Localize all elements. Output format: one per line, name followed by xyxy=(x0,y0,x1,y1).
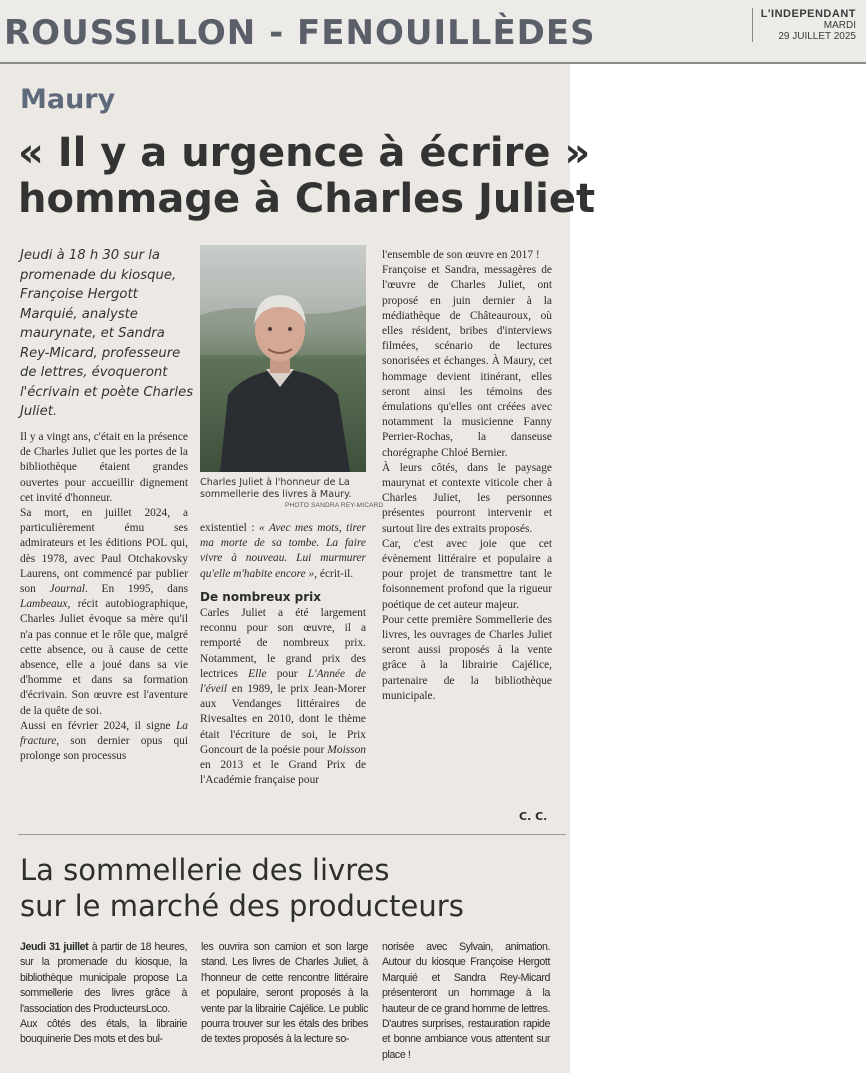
paragraph: existentiel : « Avec mes mots, tirer ma morte de sa tombe. La faire vivre à nouveau. Lui murmurer qu'elle m'habite encore », écrit-il. xyxy=(200,522,366,580)
author-photo xyxy=(200,245,366,472)
issue-day: MARDI xyxy=(823,20,856,31)
newspaper-brand: L'INDEPENDANT xyxy=(760,8,856,20)
issue-date: 29 JUILLET 2025 xyxy=(778,31,856,42)
portrait-image xyxy=(200,245,366,472)
paragraph: Aussi en février 2024, il signe La fracture, son dernier opus qui prolonge son processus xyxy=(20,719,188,763)
article-column-2 xyxy=(200,521,366,788)
article-kicker: Maury xyxy=(20,84,116,115)
paragraph: Car, c'est avec joie que cet évènement littéraire et populaire a pour projet de transmettre tant le foisonnement profond que la rigueur poétique de cet auteur majeur. xyxy=(382,537,552,611)
photo-credit: PHOTO SANDRA REY-MICARD xyxy=(285,502,384,509)
headline2-line-2: sur le marché des producteurs xyxy=(20,889,464,923)
section-title: ROUSSILLON - FENOUILLÈDES xyxy=(4,13,596,53)
headline-line-1: « Il y a urgence à écrire » xyxy=(18,130,591,176)
paragraph: Sa mort, en juillet 2024, a particulièrement ému ses admirateurs et les éditions POL qui, dès 1978, avec Paul Otchakovsky Laurens, ont commencé par publier son Journal. En 1995, dans Lambeaux, récit autobiographique, Charles Juliet évoque sa mère qu'il n'a pas connue et le rôle que, malgré cette absence, ou à cause de cette absence, elle a joué dans sa vie d'homme et dans sa formation d'écrivain. Son œuvre est l'aventure de la quête de soi. xyxy=(20,507,189,717)
masthead xyxy=(752,8,856,42)
article-column-3 xyxy=(382,248,552,704)
paragraph: norisée avec Sylvain, animation. Autour du kiosque Françoise Hergott Marquié et Sandra Rey-Micard présenteront un hommage à la hauteur de ce grand homme de lettres. D'autres surprises, restauration rapide et bonne ambiance vous attentent sur place ! xyxy=(382,941,550,1061)
photo-caption: Charles Juliet à l'honneur de La sommellerie des livres à Maury. xyxy=(200,477,352,500)
article2-column-3 xyxy=(382,940,550,1063)
divider xyxy=(18,834,566,835)
paragraph: les ouvrira son camion et son large stand. Les livres de Charles Juliet, à l'honneur de cette rencontre littéraire et populaire, seront proposés à la vente par la librairie Cajélice. Le public pourra trouver sur les étals des bribes de textes proposés à la lecture so- xyxy=(201,941,368,1046)
author-signature: C. C. xyxy=(519,810,548,823)
headline-line-2: hommage à Charles Juliet xyxy=(18,176,596,222)
article2-column-1 xyxy=(20,940,187,1048)
article2-column-2 xyxy=(201,940,368,1048)
article-column-1 xyxy=(20,430,188,764)
headline2-line-1: La sommellerie des livres xyxy=(20,853,390,887)
paragraph: Jeudi 31 juillet à partir de 18 heures, sur la promenade du kiosque, la bibliothèque municipale propose La sommellerie des livres grâce à l'association des ProducteursLoco. xyxy=(20,941,187,1015)
paragraph: Il y a vingt ans, c'était en la présence de Charles Juliet que les portes de la bibliothèque étaient grandes ouvertes pour accueillir dignement cet invité d'honneur. xyxy=(20,431,188,504)
paragraph: Aux côtés des étals, la librairie bouquinerie Des mots et des bul- xyxy=(20,1018,187,1046)
article2-headline xyxy=(20,852,560,924)
paragraph: À leurs côtés, dans le paysage maurynat et contexte viticole cher à Charles Juliet, les personnes présentes pourront intervenir et surtout lire des extraits proposés. xyxy=(382,461,552,535)
paragraph: Françoise et Sandra, messagères de l'œuvre de Charles Juliet, ont proposé en juin dernier à la médiathèque de Châteauroux, où elles résident, bribes d'interviews filmées, scénario de lectures sonorisées et échanges. À Maury, cet hommage devient itinérant, elles seront ainsi les témoins des émulations qu'elles ont créées avec notamment la musicienne Fanny Perrier-Rochas, la danseuse chorégraphe Chloé Bernier. xyxy=(382,264,552,459)
subheading: De nombreux prix xyxy=(200,589,322,604)
paragraph: Pour cette première Sommellerie des livres, les ouvrages de Charles Juliet seront aussi proposés à la vente grâce à la librairie Cajélice, partenaire de la bibliothèque municipale. xyxy=(382,613,552,702)
paragraph: l'ensemble de son œuvre en 2017 ! xyxy=(382,249,540,261)
article-lead: Jeudi à 18 h 30 sur la promenade du kiosque, Françoise Hergott Marquié, analyste maurynate, et Sandra Rey-Micard, professeure de lettres, évoqueront l'écrivain et poète Charles Juliet. xyxy=(20,248,194,419)
article-headline xyxy=(18,130,596,222)
page-header xyxy=(0,0,866,64)
paragraph: Carles Juliet a été largement reconnu pour son œuvre, il a remporté de nombreux prix. Notamment, le grand prix des lectrices Elle pour L'Année de l'éveil en 1989, le prix Jean-Morer aux Vendanges littéraires de Rivesaltes en 2010, dont le thème était l'écriture de soi, le Prix Goncourt de la poésie pour Moisson en 2013 et le Grand Prix de l'Académie française pour xyxy=(200,607,366,787)
